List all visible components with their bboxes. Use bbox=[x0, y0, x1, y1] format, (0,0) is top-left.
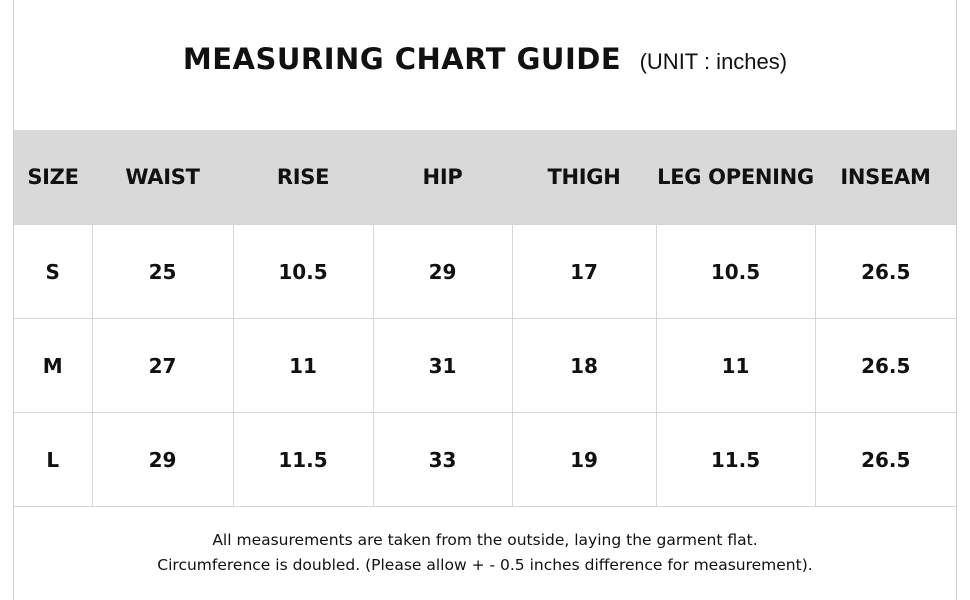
cell-size: M bbox=[14, 319, 92, 413]
cell-rise: 11 bbox=[233, 319, 373, 413]
cell-waist: 29 bbox=[92, 413, 233, 507]
table-row bbox=[14, 413, 956, 507]
unit-label: (UNIT : inches) bbox=[639, 49, 788, 74]
cell-waist: 25 bbox=[92, 225, 233, 319]
title-row bbox=[0, 42, 970, 76]
note-line-2: Circumference is doubled. (Please allow + - 0.5 inches difference for measurement). bbox=[157, 556, 813, 574]
page-title: MEASURING CHART GUIDE bbox=[182, 42, 622, 76]
cell-thigh: 19 bbox=[512, 413, 656, 507]
cell-inseam: 26.5 bbox=[815, 319, 956, 413]
cell-size: L bbox=[14, 413, 92, 507]
table-header-row bbox=[14, 130, 956, 225]
cell-thigh: 18 bbox=[512, 319, 656, 413]
measurement-notes bbox=[0, 528, 970, 578]
column-header-leg-opening: LEG OPENING bbox=[656, 130, 815, 225]
cell-leg-opening: 11.5 bbox=[656, 413, 815, 507]
column-header-thigh: THIGH bbox=[512, 130, 656, 225]
column-header-rise: RISE bbox=[233, 130, 373, 225]
column-header-hip: HIP bbox=[373, 130, 512, 225]
column-header-waist: WAIST bbox=[92, 130, 233, 225]
table-row bbox=[14, 225, 956, 319]
cell-hip: 29 bbox=[373, 225, 512, 319]
cell-rise: 10.5 bbox=[233, 225, 373, 319]
cell-waist: 27 bbox=[92, 319, 233, 413]
cell-inseam: 26.5 bbox=[815, 413, 956, 507]
size-chart-table bbox=[14, 130, 956, 507]
column-header-size: SIZE bbox=[14, 130, 92, 225]
cell-hip: 31 bbox=[373, 319, 512, 413]
column-header-inseam: INSEAM bbox=[815, 130, 956, 225]
cell-size: S bbox=[14, 225, 92, 319]
cell-leg-opening: 11 bbox=[656, 319, 815, 413]
table-row bbox=[14, 319, 956, 413]
cell-leg-opening: 10.5 bbox=[656, 225, 815, 319]
note-line-1: All measurements are taken from the outside, laying the garment flat. bbox=[212, 531, 758, 549]
cell-hip: 33 bbox=[373, 413, 512, 507]
cell-inseam: 26.5 bbox=[815, 225, 956, 319]
cell-thigh: 17 bbox=[512, 225, 656, 319]
cell-rise: 11.5 bbox=[233, 413, 373, 507]
